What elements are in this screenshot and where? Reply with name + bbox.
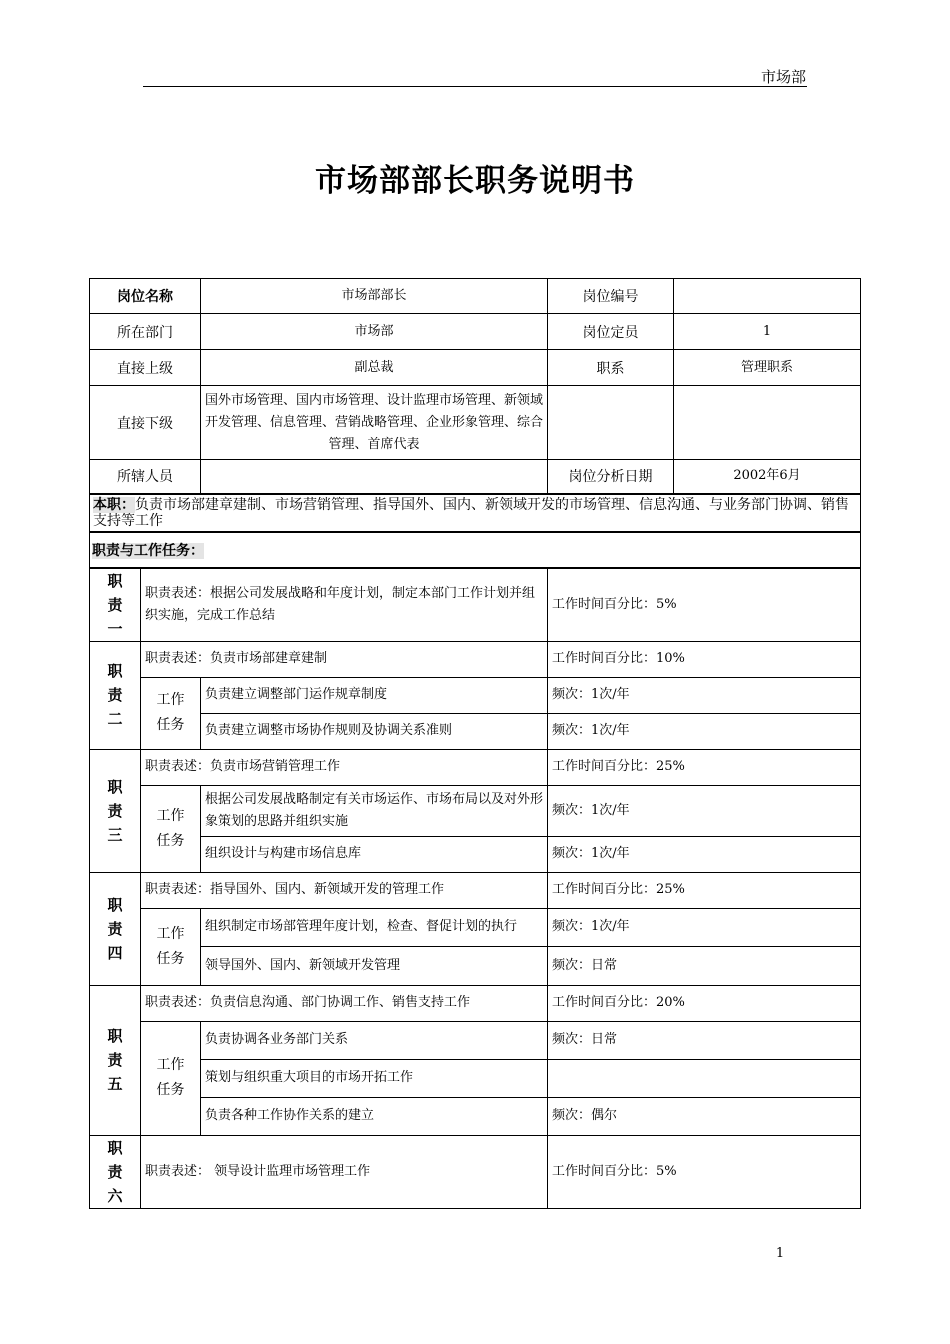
duty-2-desc-row — [90, 641, 861, 677]
duty-4-task-1-row — [90, 908, 861, 946]
staff-value — [201, 460, 548, 494]
info-row-superior — [90, 350, 861, 386]
duty-4-label: 职 责 四 — [90, 872, 141, 985]
duty-3-task-2-freq: 频次：1次/年 — [548, 836, 861, 872]
duty-1-desc: 职责表述：根据公司发展战略和年度计划，制定本部门工作计划并组织实施，完成工作总结 — [141, 568, 548, 642]
subordinates-blank-a — [548, 386, 674, 460]
info-row-position — [90, 279, 861, 314]
headcount-label: 岗位定员 — [548, 314, 674, 350]
info-row-department — [90, 314, 861, 350]
duty-5-label: 职 责 五 — [90, 985, 141, 1135]
duty-6-label: 职 责 六 — [90, 1135, 141, 1208]
duty-5-task-1-row — [90, 1021, 861, 1059]
duties-title-cell — [90, 532, 861, 568]
position-name-label: 岗位名称 — [90, 279, 201, 314]
duty-5-task-label: 工作 任务 — [141, 1021, 201, 1135]
duty-4-task-2-freq: 频次：日常 — [548, 946, 861, 985]
duty-6-percent: 工作时间百分比：5% — [548, 1135, 861, 1208]
duty-4-percent: 工作时间百分比：25% — [548, 872, 861, 908]
duty-4-task-1-freq: 频次：1次/年 — [548, 908, 861, 946]
duty-2-task-1-row — [90, 677, 861, 713]
duty-6-desc-row — [90, 1135, 861, 1208]
staff-label: 所辖人员 — [90, 460, 201, 494]
header-department: 市场部 — [760, 68, 806, 86]
summary-text: 负责市场部建章建制、市场营销管理、指导国外、国内、新领域开发的市场管理、信息沟通、与业务部门协调、销售支持等工作 — [93, 496, 849, 529]
duty-3-task-2: 组织设计与构建市场信息库 — [201, 836, 548, 872]
subordinates-blank-b — [674, 386, 861, 460]
summary-cell — [90, 494, 861, 532]
duty-3-task-2-row — [90, 836, 861, 872]
duty-2-task-2-row — [90, 713, 861, 749]
duty-4-task-label: 工作 任务 — [141, 908, 201, 985]
duty-5-desc-row — [90, 985, 861, 1021]
info-row-staff — [90, 460, 861, 494]
position-code-value — [674, 279, 861, 314]
duty-5-task-3-freq: 频次：偶尔 — [548, 1097, 861, 1135]
duty-5-task-2-row — [90, 1059, 861, 1097]
duty-5-task-1-freq: 频次：日常 — [548, 1021, 861, 1059]
subordinates-value: 国外市场管理、国内市场管理、设计监理市场管理、新领域开发管理、信息管理、营销战略管理、企业形象管理、综合管理、首席代表 — [201, 386, 548, 460]
duty-3-task-label: 工作 任务 — [141, 785, 201, 872]
duty-2-label: 职 责 二 — [90, 641, 141, 749]
duty-4-desc: 职责表述：指导国外、国内、新领域开发的管理工作 — [141, 872, 548, 908]
duty-4-task-2: 领导国外、国内、新领域开发管理 — [201, 946, 548, 985]
page-number: 1 — [775, 1246, 785, 1261]
duty-3-desc: 职责表述：负责市场营销管理工作 — [141, 749, 548, 785]
duty-4-desc-row — [90, 872, 861, 908]
duty-6-desc: 职责表述： 领导设计监理市场管理工作 — [141, 1135, 548, 1208]
analysis-date-label: 岗位分析日期 — [548, 460, 674, 494]
duty-4-task-1: 组织制定市场部管理年度计划，检查、督促计划的执行 — [201, 908, 548, 946]
duty-2-task-label: 工作 任务 — [141, 677, 201, 749]
page-title: 市场部部长职务说明书 — [315, 163, 635, 199]
duty-5-task-3: 负责各种工作协作关系的建立 — [201, 1097, 548, 1135]
department-label: 所在部门 — [90, 314, 201, 350]
duty-2-task-1-freq: 频次：1次/年 — [548, 677, 861, 713]
duty-3-percent: 工作时间百分比：25% — [548, 749, 861, 785]
duty-2-desc: 职责表述：负责市场部建章建制 — [141, 641, 548, 677]
duty-3-task-1: 根据公司发展战略制定有关市场运作、市场布局以及对外形象策划的思路并组织实施 — [201, 785, 548, 836]
duty-3-task-1-freq: 频次：1次/年 — [548, 785, 861, 836]
duty-5-task-1: 负责协调各业务部门关系 — [201, 1021, 548, 1059]
duty-5-desc: 职责表述：负责信息沟通、部门协调工作、销售支持工作 — [141, 985, 548, 1021]
duty-5-task-3-row — [90, 1097, 861, 1135]
duty-1-percent: 工作时间百分比：5% — [548, 568, 861, 642]
header-rule — [143, 86, 807, 87]
duty-1-label: 职 责 一 — [90, 568, 141, 642]
info-row-subordinates — [90, 386, 861, 460]
department-value: 市场部 — [201, 314, 548, 350]
analysis-date-value: 2002年6月 — [674, 460, 861, 494]
superior-value: 副总裁 — [201, 350, 548, 386]
duties-title: 职责与工作任务： — [92, 542, 204, 559]
duty-2-task-1: 负责建立调整部门运作规章制度 — [201, 677, 548, 713]
duty-2-percent: 工作时间百分比：10% — [548, 641, 861, 677]
superior-label: 直接上级 — [90, 350, 201, 386]
summary-label: 本职： — [93, 496, 135, 513]
duty-5-task-2-freq — [548, 1059, 861, 1097]
job-family-value: 管理职系 — [674, 350, 861, 386]
headcount-value: 1 — [674, 314, 861, 350]
duty-5-task-2: 策划与组织重大项目的市场开拓工作 — [201, 1059, 548, 1097]
duty-3-desc-row — [90, 749, 861, 785]
duty-2-task-2: 负责建立调整市场协作规则及协调关系准则 — [201, 713, 548, 749]
job-description-table — [89, 278, 861, 1209]
duty-1-desc-row — [90, 568, 861, 642]
position-name-value: 市场部部长 — [201, 279, 548, 314]
duty-3-task-1-row — [90, 785, 861, 836]
job-family-label: 职系 — [548, 350, 674, 386]
duty-2-task-2-freq: 频次：1次/年 — [548, 713, 861, 749]
summary-row — [90, 494, 861, 532]
position-code-label: 岗位编号 — [548, 279, 674, 314]
duties-title-row — [90, 532, 861, 568]
duty-4-task-2-row — [90, 946, 861, 985]
duty-3-label: 职 责 三 — [90, 749, 141, 872]
duty-5-percent: 工作时间百分比：20% — [548, 985, 861, 1021]
subordinates-label: 直接下级 — [90, 386, 201, 460]
